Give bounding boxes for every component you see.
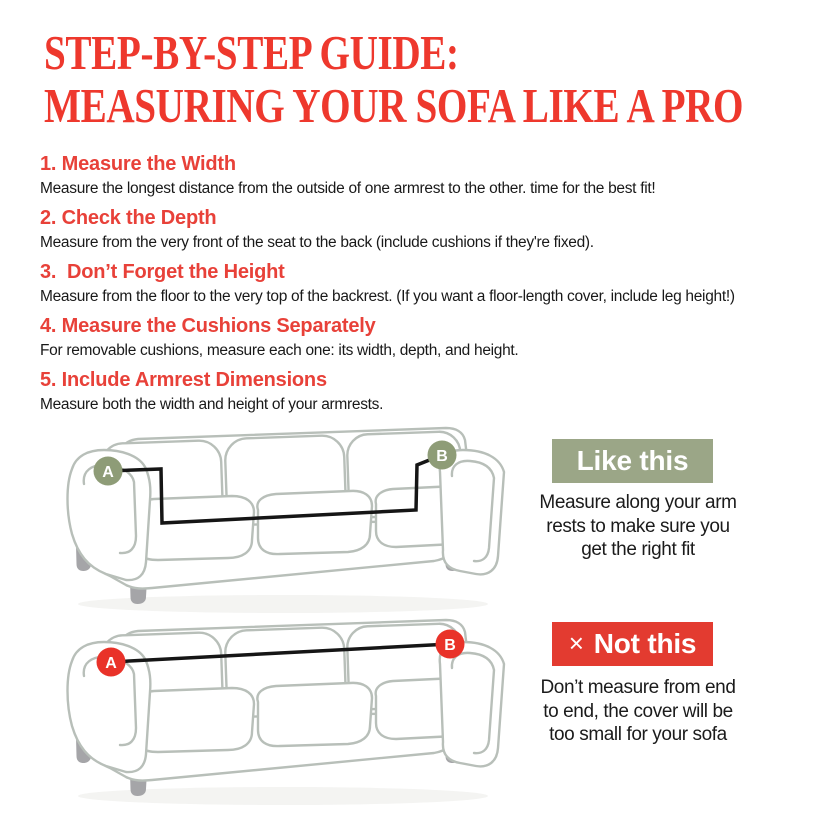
like-this-badge-label: Like this: [576, 445, 689, 476]
marker-a-label: A: [102, 464, 114, 481]
marker-b-label: B: [444, 637, 456, 654]
like-this-badge: [552, 439, 713, 483]
step-item-2: [40, 207, 818, 253]
bad-example-caption: [518, 676, 758, 747]
marker-a: [94, 457, 123, 486]
not-this-badge-label: Not this: [593, 628, 697, 659]
step-body: Measure the longest distance from the outside of one armrest to the other. time for the best fit!: [40, 180, 656, 197]
marker-b-label: B: [436, 448, 448, 465]
step-heading: 2. Check the Depth: [40, 207, 217, 229]
caption-line: too small for your sofa: [549, 724, 727, 745]
x-icon: ×: [568, 627, 584, 658]
step-heading: 1. Measure the Width: [40, 153, 236, 175]
step-item-5: [40, 369, 818, 415]
step-list: [40, 153, 818, 423]
bad-sofa-illustration: [28, 616, 528, 821]
step-body: Measure from the very front of the seat to the back (include cushions if they're fixed).: [40, 234, 594, 251]
marker-a: [97, 648, 126, 677]
marker-b: [436, 630, 465, 659]
marker-a-label: A: [105, 655, 117, 672]
caption-line: Measure along your arm: [539, 492, 737, 513]
caption-line: rests to make sure you: [546, 515, 730, 537]
not-this-badge: [552, 622, 713, 666]
good-sofa-illustration: [28, 424, 528, 629]
step-heading: 4. Measure the Cushions Separately: [40, 315, 376, 337]
step-item-1: [40, 153, 818, 199]
page-title: [44, 26, 823, 132]
step-heading: 5. Include Armrest Dimensions: [40, 369, 327, 391]
page-title-line2: MEASURING YOUR SOFA LIKE A PRO: [44, 78, 744, 133]
step-item-3: [40, 261, 818, 307]
marker-b: [428, 441, 457, 470]
step-body: Measure both the width and height of your armrests.: [40, 396, 384, 413]
page-title-line1: STEP-BY-STEP GUIDE:: [44, 25, 459, 80]
caption-line: to end, the cover will be: [543, 700, 733, 722]
caption-line: get the right fit: [581, 539, 695, 560]
step-item-4: [40, 315, 818, 361]
caption-line: Don’t measure from end: [540, 677, 736, 698]
step-body: Measure from the floor to the very top of the backrest. (If you want a floor-length cover, include leg height!): [40, 288, 735, 305]
step-heading: 3. Don’t Forget the Height: [40, 261, 285, 283]
good-example-caption: [523, 491, 753, 562]
step-body: For removable cushions, measure each one: its width, depth, and height.: [40, 342, 519, 359]
